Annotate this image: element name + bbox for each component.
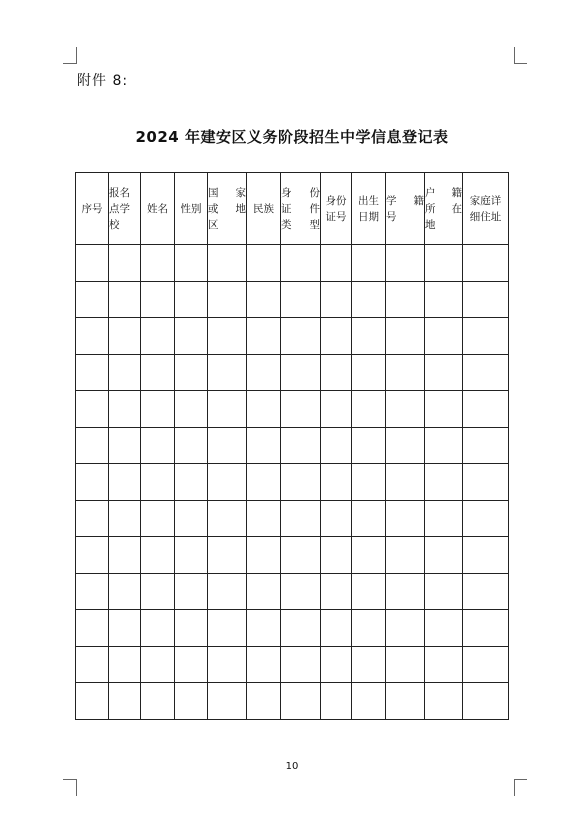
cell-student_reg[interactable] [386,391,425,428]
cell-seq[interactable] [76,646,109,683]
annex-label: 附件 8: [77,73,129,89]
cell-gender[interactable] [175,281,208,318]
column-header-line: 号 [386,210,397,223]
cell-student_reg[interactable] [386,245,425,282]
cell-seq[interactable] [76,391,109,428]
crop-mark-bl-v [76,779,77,796]
cell-ethnicity[interactable] [247,573,281,610]
cell-student_reg[interactable] [386,427,425,464]
cell-household[interactable] [425,318,463,355]
cell-student_reg[interactable] [386,464,425,501]
cell-name[interactable] [141,354,175,391]
column-header-birth_date [352,173,386,245]
cell-gender[interactable] [175,427,208,464]
table-row [76,354,509,391]
column-header-id_number [321,173,352,245]
column-header-line: 日期 [358,210,379,223]
cell-student_reg[interactable] [386,683,425,720]
cell-country[interactable] [208,573,247,610]
cell-country[interactable] [208,683,247,720]
column-header-line: 校 [109,218,120,231]
table-row [76,245,509,282]
cell-name[interactable] [141,281,175,318]
table-row [76,281,509,318]
cell-name[interactable] [141,464,175,501]
column-header-line: 报名 [109,186,130,199]
cell-address[interactable] [463,318,509,355]
cell-country[interactable] [208,391,247,428]
cell-household[interactable] [425,500,463,537]
table-row [76,464,509,501]
crop-mark-tr-v [514,47,515,64]
column-header-line: 出生 [358,194,379,207]
cell-country[interactable] [208,427,247,464]
cell-ethnicity[interactable] [247,537,281,574]
cell-household[interactable] [425,646,463,683]
cell-gender[interactable] [175,318,208,355]
cell-name[interactable] [141,610,175,647]
cell-gender[interactable] [175,391,208,428]
cell-id_number[interactable] [321,683,352,720]
cell-address[interactable] [463,391,509,428]
column-header-name [141,173,175,245]
cell-student_reg[interactable] [386,573,425,610]
column-header-school [109,173,141,245]
cell-id_number[interactable] [321,318,352,355]
cell-ethnicity[interactable] [247,318,281,355]
cell-gender[interactable] [175,464,208,501]
column-header-line: 所在 [425,202,462,215]
cell-birth_date[interactable] [352,500,386,537]
cell-id_type[interactable] [281,427,321,464]
cell-id_number[interactable] [321,646,352,683]
cell-household[interactable] [425,610,463,647]
column-header-id_type [281,173,321,245]
cell-country[interactable] [208,281,247,318]
cell-country[interactable] [208,646,247,683]
cell-household[interactable] [425,464,463,501]
cell-id_number[interactable] [321,500,352,537]
cell-seq[interactable] [76,245,109,282]
cell-household[interactable] [425,391,463,428]
header-row [76,173,509,245]
cell-student_reg[interactable] [386,537,425,574]
cell-id_number[interactable] [321,354,352,391]
cell-address[interactable] [463,573,509,610]
table-row [76,391,509,428]
cell-birth_date[interactable] [352,318,386,355]
cell-gender[interactable] [175,500,208,537]
cell-ethnicity[interactable] [247,500,281,537]
table-body [76,245,509,720]
cell-id_type[interactable] [281,646,321,683]
cell-name[interactable] [141,683,175,720]
crop-mark-tr-h [514,63,527,64]
cell-household[interactable] [425,537,463,574]
cell-ethnicity[interactable] [247,464,281,501]
column-header-line: 性别 [180,202,202,215]
cell-birth_date[interactable] [352,683,386,720]
cell-country[interactable] [208,537,247,574]
cell-household[interactable] [425,427,463,464]
column-header-line: 序号 [81,202,103,215]
column-header-line: 姓名 [147,202,168,215]
cell-school[interactable] [109,391,141,428]
column-header-line: 地 [425,218,436,231]
cell-name[interactable] [141,646,175,683]
cell-country[interactable] [208,318,247,355]
cell-id_type[interactable] [281,245,321,282]
cell-ethnicity[interactable] [247,281,281,318]
cell-school[interactable] [109,573,141,610]
column-header-line: 国家 [208,186,246,199]
cell-seq[interactable] [76,537,109,574]
cell-country[interactable] [208,610,247,647]
cell-name[interactable] [141,427,175,464]
cell-school[interactable] [109,610,141,647]
cell-ethnicity[interactable] [247,610,281,647]
cell-address[interactable] [463,610,509,647]
column-header-line: 点学 [109,202,130,215]
cell-student_reg[interactable] [386,646,425,683]
cell-address[interactable] [463,683,509,720]
cell-seq[interactable] [76,281,109,318]
cell-school[interactable] [109,427,141,464]
column-header-line: 户籍 [425,186,462,199]
cell-id_type[interactable] [281,354,321,391]
cell-country[interactable] [208,464,247,501]
cell-address[interactable] [463,427,509,464]
cell-seq[interactable] [76,464,109,501]
cell-id_number[interactable] [321,610,352,647]
cell-school[interactable] [109,245,141,282]
cell-id_number[interactable] [321,573,352,610]
cell-student_reg[interactable] [386,500,425,537]
cell-school[interactable] [109,683,141,720]
cell-school[interactable] [109,354,141,391]
cell-seq[interactable] [76,318,109,355]
cell-id_type[interactable] [281,464,321,501]
cell-seq[interactable] [76,683,109,720]
cell-name[interactable] [141,573,175,610]
cell-name[interactable] [141,391,175,428]
cell-student_reg[interactable] [386,610,425,647]
crop-mark-br-v [514,779,515,796]
cell-id_type[interactable] [281,391,321,428]
cell-student_reg[interactable] [386,318,425,355]
cell-household[interactable] [425,281,463,318]
column-header-line: 家庭详 [469,194,502,207]
cell-address[interactable] [463,500,509,537]
column-header-line: 身份 [281,186,320,199]
column-header-ethnicity [247,173,281,245]
table-row [76,318,509,355]
cell-household[interactable] [425,354,463,391]
column-header-line: 证号 [325,210,347,223]
cell-birth_date[interactable] [352,537,386,574]
column-header-line: 证件 [281,202,320,215]
cell-id_type[interactable] [281,573,321,610]
cell-seq[interactable] [76,573,109,610]
cell-gender[interactable] [175,610,208,647]
column-header-line: 区 [208,218,219,231]
cell-ethnicity[interactable] [247,354,281,391]
cell-id_type[interactable] [281,281,321,318]
cell-birth_date[interactable] [352,354,386,391]
cell-school[interactable] [109,281,141,318]
cell-id_number[interactable] [321,537,352,574]
column-header-line: 民族 [253,202,274,215]
cell-household[interactable] [425,683,463,720]
cell-id_number[interactable] [321,245,352,282]
cell-birth_date[interactable] [352,245,386,282]
cell-id_number[interactable] [321,391,352,428]
page-number: 10 [285,761,299,772]
column-header-country [208,173,247,245]
cell-name[interactable] [141,500,175,537]
crop-mark-br-h [514,779,527,780]
cell-seq[interactable] [76,354,109,391]
registration-table [75,172,509,720]
cell-address[interactable] [463,354,509,391]
cell-address[interactable] [463,537,509,574]
column-header-line: 学籍 [386,194,424,207]
cell-country[interactable] [208,500,247,537]
cell-address[interactable] [463,245,509,282]
cell-gender[interactable] [175,245,208,282]
cell-school[interactable] [109,500,141,537]
cell-birth_date[interactable] [352,281,386,318]
column-header-address [463,173,509,245]
cell-name[interactable] [141,537,175,574]
cell-name[interactable] [141,318,175,355]
cell-seq[interactable] [76,427,109,464]
form-title: 2024 年建安区义务阶段招生中学信息登记表 [135,128,449,146]
crop-mark-bl-h [63,779,76,780]
column-header-gender [175,173,208,245]
cell-gender[interactable] [175,646,208,683]
cell-ethnicity[interactable] [247,683,281,720]
column-header-seq [76,173,109,245]
cell-country[interactable] [208,245,247,282]
cell-household[interactable] [425,245,463,282]
table-row [76,683,509,720]
cell-household[interactable] [425,573,463,610]
cell-ethnicity[interactable] [247,646,281,683]
cell-seq[interactable] [76,610,109,647]
cell-ethnicity[interactable] [247,427,281,464]
cell-birth_date[interactable] [352,427,386,464]
cell-id_type[interactable] [281,683,321,720]
column-header-household [425,173,463,245]
table-row [76,610,509,647]
cell-birth_date[interactable] [352,464,386,501]
cell-address[interactable] [463,281,509,318]
table-row [76,646,509,683]
column-header-student_reg [386,173,425,245]
cell-birth_date[interactable] [352,646,386,683]
cell-gender[interactable] [175,354,208,391]
cell-id_type[interactable] [281,537,321,574]
cell-gender[interactable] [175,573,208,610]
cell-name[interactable] [141,245,175,282]
cell-ethnicity[interactable] [247,245,281,282]
crop-mark-tl-h [63,63,76,64]
cell-school[interactable] [109,318,141,355]
cell-gender[interactable] [175,537,208,574]
cell-id_number[interactable] [321,464,352,501]
cell-id_type[interactable] [281,500,321,537]
cell-birth_date[interactable] [352,391,386,428]
cell-school[interactable] [109,646,141,683]
table-row [76,427,509,464]
table-row [76,500,509,537]
cell-student_reg[interactable] [386,354,425,391]
column-header-line: 或地 [208,202,246,215]
cell-country[interactable] [208,354,247,391]
crop-mark-tl-v [76,47,77,64]
cell-birth_date[interactable] [352,573,386,610]
cell-address[interactable] [463,464,509,501]
column-header-line: 细住址 [469,210,502,223]
cell-school[interactable] [109,537,141,574]
table-row [76,537,509,574]
cell-id_number[interactable] [321,281,352,318]
cell-birth_date[interactable] [352,610,386,647]
cell-school[interactable] [109,464,141,501]
cell-student_reg[interactable] [386,281,425,318]
table-row [76,573,509,610]
cell-gender[interactable] [175,683,208,720]
cell-ethnicity[interactable] [247,391,281,428]
cell-address[interactable] [463,646,509,683]
cell-id_type[interactable] [281,318,321,355]
cell-id_number[interactable] [321,427,352,464]
cell-seq[interactable] [76,500,109,537]
cell-id_type[interactable] [281,610,321,647]
column-header-line: 身份 [325,194,347,207]
column-header-line: 类型 [281,218,320,231]
